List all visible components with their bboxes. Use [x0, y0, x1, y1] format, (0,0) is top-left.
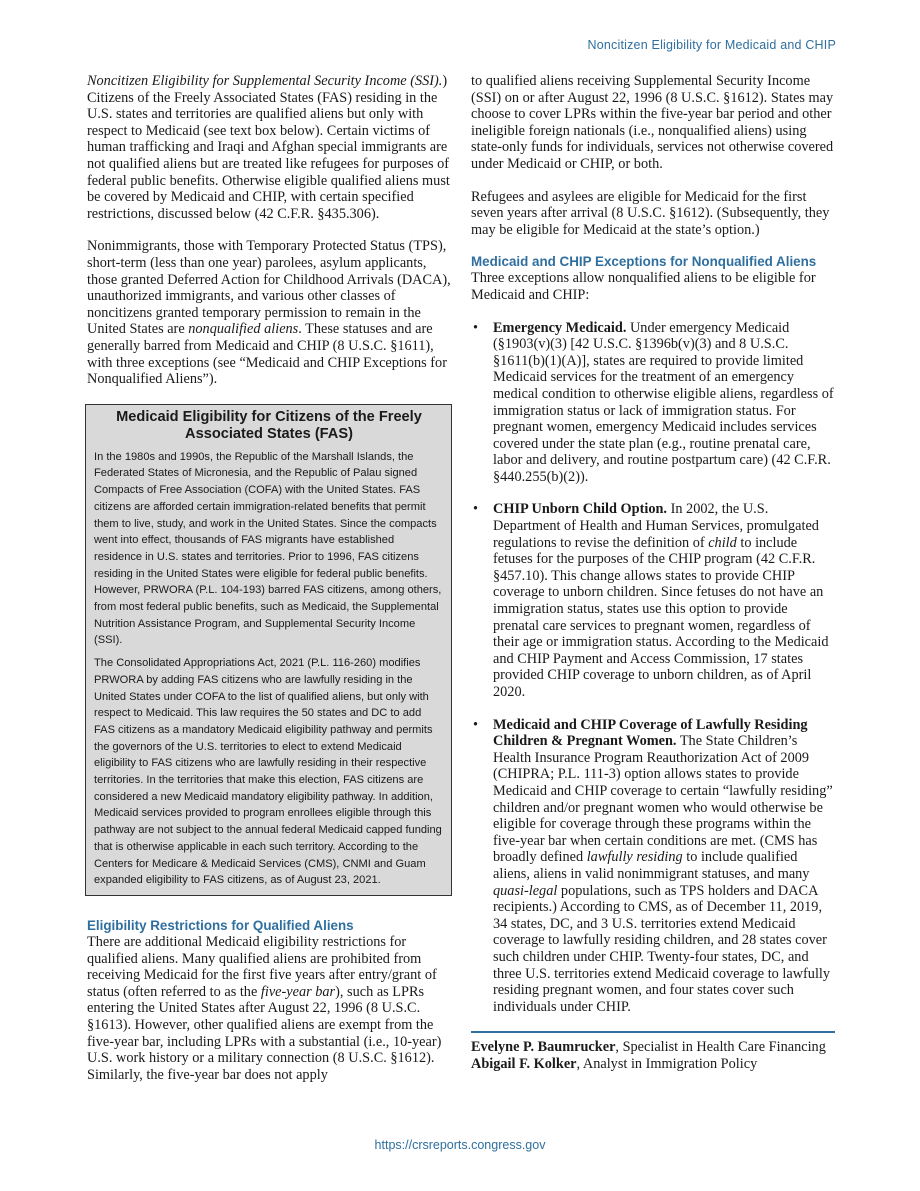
- author-divider: [471, 1031, 835, 1033]
- section-heading-eligibility-restrictions: Eligibility Restrictions for Qualified Aliens: [87, 917, 354, 933]
- author-2: Abigail F. Kolker, Analyst in Immigration Policy: [471, 1055, 758, 1072]
- authors-block: [471, 1039, 835, 1072]
- list-item-emergency-medicaid: • Emergency Medicaid. Under emergency Medicaid (§1903(v)(3) [42 U.S.C. §1396b(v)(3) and 8 U.S.C. §1611(b)(1)(A)], states are required to provide limited Medicaid services for the treatment of an emergency medical condition to otherwise eligible aliens, regardless of immigration status or lack of immigration status. For pregnant women, emergency Medicaid includes services covered under the state plan (e.g., routine prenatal care, labor and delivery, and routine postpartum care) (42 C.F.R. §440.255(b)(2)).: [471, 320, 835, 486]
- fas-box-title: Medicaid Eligibility for Citizens of the Freely Associated States (FAS): [116, 408, 422, 442]
- right-column: [471, 73, 835, 1072]
- paragraph-exceptions-intro: Three exceptions allow nonqualified aliens to be eligible for Medicaid and CHIP:: [471, 270, 816, 303]
- list-item-lawfully-residing: • Medicaid and CHIP Coverage of Lawfully Residing Children & Pregnant Women. The State Children’s Health Insurance Program Reauthorization Act of 2009 (CHIPRA; P.L. 111-3) option allows states to provide Medicaid and CHIP coverage to certain “lawfully residing” children and/or pregnant women who would otherwise be eligible for coverage through these programs within the five-year bar when certain conditions are met. (CMS has broadly defined lawfully residing to include qualified aliens, aliens in valid nonimmigrant statuses, and many quasi-legal populations, such as TPS holders and DACA recipients.) According to CMS, as of December 11, 2019, 34 states, DC, and 3 U.S. territories extend Medicaid coverage to lawfully residing children, and 28 states cover such children under CHIP. Twenty-four states, DC, and three U.S. territories extend Medicaid coverage to lawfully residing pregnant women, and four states cover such individuals under CHIP.: [471, 717, 835, 1016]
- paragraph-ssi-fas: Noncitizen Eligibility for Supplemental Security Income (SSI).) Citizens of the Freely Associated States (FAS) residing in the U.S. states and territories are qualified aliens but only with respect to Medicaid (see text box below). Certain victims of human trafficking and Iraqi and Afghan special immigrants are not qualified aliens but are treated like refugees for purposes of federal public benefits. Otherwise eligible qualified aliens must be covered by Medicaid and CHIP, with certain specified restrictions, discussed below (42 C.F.R. §435.306).: [87, 73, 450, 222]
- running-header: Noncitizen Eligibility for Medicaid and CHIP: [587, 38, 836, 52]
- paragraph-nonqualified-aliens: Nonimmigrants, those with Temporary Protected Status (TPS), short-term (less than one year) parolees, asylum applicants, those granted Deferred Action for Childhood Arrivals (DACA), unauthorized immigrants, and various other classes of noncitizens granted temporary permission to remain in the United States are nonqualified aliens. These statuses and are generally barred from Medicaid and CHIP (8 U.S.C. §1611), with three exceptions (see “Medicaid and CHIP Exceptions for Nonqualified Aliens”).: [87, 238, 451, 388]
- list-item-chip-unborn-child: • CHIP Unborn Child Option. In 2002, the U.S. Department of Health and Human Services, promulgated regulations to revise the definition of child to include fetuses for the purposes of the CHIP program (42 C.F.R. §457.10). This change allows states to provide CHIP coverage to unborn children. Since fetuses do not have an immigration status, states use this option to provide prenatal care services to pregnant women, regardless of their age or immigration status. According to the Medicaid and CHIP Payment and Access Commission, 17 states provided CHIP coverage to unborn children, as of April 2020.: [471, 501, 835, 700]
- paragraph-ssi-states: to qualified aliens receiving Supplemental Security Income (SSI) on or after August 22, 1996 (8 U.S.C. §1612). States may choose to cover LPRs within the five-year bar period and other ineligible foreign nationals (i.e., nonqualified aliens) using state-only funds for individuals, services not otherwise covered under Medicaid or CHIP, or both.: [471, 73, 834, 172]
- paragraph-five-year-bar: There are additional Medicaid eligibility restrictions for qualified aliens. Many qualified aliens are prohibited from receiving Medicaid for the first five years after entry/grant of status (often referred to as the five-year bar), such as LPRs entering the United States after August 22, 1996 (8 U.S.C. §1613). However, other qualified aliens are exempt from the five-year bar, including LPRs with a substantial (i.e., 10-year) U.S. work history or a military connection (8 U.S.C. §1612). Similarly, the five-year bar does not apply: [87, 933, 442, 1083]
- section-heading-exceptions: Medicaid and CHIP Exceptions for Nonqualified Aliens: [471, 254, 817, 270]
- exceptions-list: [471, 320, 835, 1016]
- footer-url-link[interactable]: https://crsreports.congress.gov: [374, 1138, 546, 1152]
- left-column: [87, 73, 453, 1099]
- paragraph-refugees: Refugees and asylees are eligible for Medicaid for the first seven years after arrival (8 U.S.C. §1612). (Subsequently, they may be eligible for Medicaid at the state’s option.): [471, 188, 830, 238]
- author-1: Evelyne P. Baumrucker, Specialist in Health Care Financing: [471, 1039, 826, 1056]
- fas-text-box: [85, 404, 452, 896]
- fas-box-paragraph-1: In the 1980s and 1990s, the Republic of the Marshall Islands, the Federated States of Micronesia, and the Republic of Palau signed Compacts of Free Association (COFA) with the United States. FAS citizens are afforded certain immigration-related benefits that permit them to live, study, and work in the United States. Since the compacts went into effect, thousands of FAS migrants have established residence in U.S. states and territories. Prior to 1996, FAS citizens residing in the United States were eligible for federal public benefits. However, PRWORA (P.L. 104-193) barred FAS citizens, among others, from most federal public benefits, such as Medicaid, the Supplemental Nutrition Assistance Program, and Supplemental Security Income (SSI).: [94, 450, 442, 647]
- fas-box-paragraph-2: The Consolidated Appropriations Act, 2021 (P.L. 116-260) modifies PRWORA by adding FAS citizens who are lawfully residing in the United States under COFA to the list of qualified aliens, but only with respect to Medicaid. This law requires the 50 states and DC to add FAS citizens as a mandatory Medicaid eligibility pathway and permits the governors of the U.S. territories to elect to extend Medicaid eligibility to FAS citizens who are lawfully residing in their respective territories. In the territories that make this election, FAS citizens are considered a new Medicaid mandatory eligibility pathway. In addition, Medicaid services provided to program enrollees eligible through this pathway are not subject to the annual federal Medicaid capped funding that is otherwise applicable in each such territory. According to the Centers for Medicare & Medicaid Services (CMS), CNMI and Guam expanded eligibility to FAS citizens, as of August 23, 2021.: [94, 657, 442, 887]
